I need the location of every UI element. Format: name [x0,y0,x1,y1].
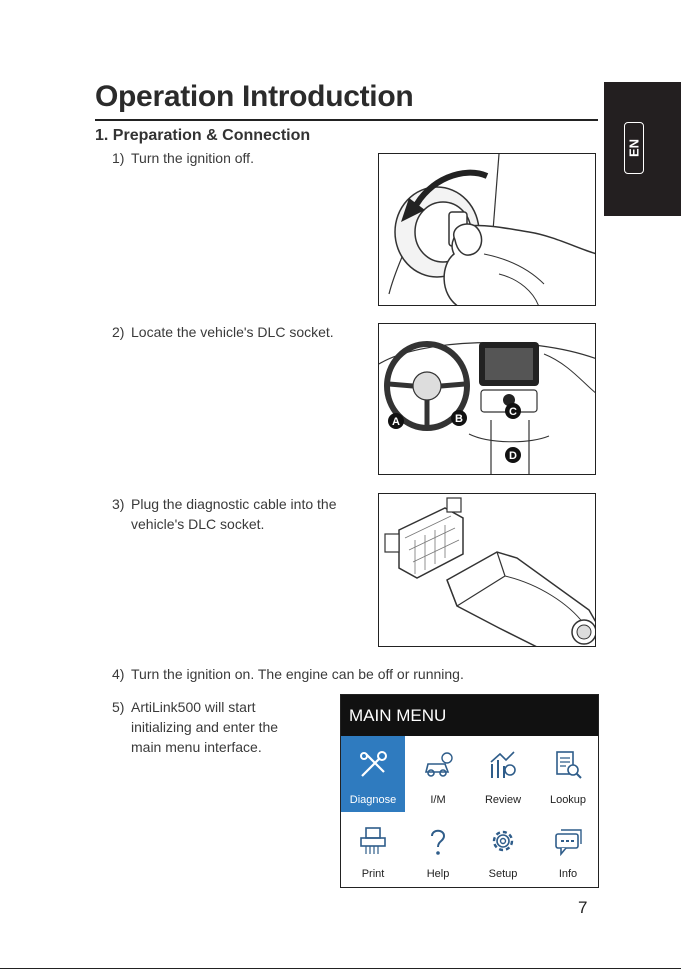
car-emission-icon [423,750,453,780]
menu-label: Diagnose [349,794,397,806]
obd-cable-illustration [378,493,596,647]
menu-item-im[interactable] [406,736,470,812]
dashboard-dlc-illustration [378,323,596,475]
step-number: 2) [112,324,125,340]
menu-label: Info [558,868,578,880]
menu-label: Help [426,868,450,880]
svg-text:D: D [509,450,517,462]
main-menu-screen [340,694,599,888]
step-text: Turn the ignition on. The engine can be off or running. [131,666,464,682]
step-text: Locate the vehicle's DLC socket. [131,324,334,340]
section-heading: 1. Preparation & Connection [95,127,311,144]
wrench-screwdriver-icon [358,750,388,780]
menu-item-diagnose[interactable] [341,736,405,812]
menu-item-help[interactable] [406,812,470,888]
ignition-key-drawing [379,154,596,306]
menu-label: I/M [430,794,446,806]
menu-item-lookup[interactable] [536,736,599,812]
question-mark-icon [423,826,453,856]
marker-a [388,413,404,429]
step-text: Turn the ignition off. [131,150,254,166]
page-title: Operation Introduction [95,80,414,113]
printer-icon [358,826,388,856]
obd-connector-drawing [379,494,596,647]
marker-c [505,403,521,419]
step-number: 1) [112,150,125,166]
menu-item-info[interactable] [536,812,599,888]
bottom-divider [0,968,681,969]
step-4 [112,664,532,684]
menu-item-print[interactable] [341,812,405,888]
svg-text:B: B [455,413,463,425]
menu-item-review[interactable] [471,736,535,812]
marker-d [505,447,521,463]
menu-label: Lookup [549,794,587,806]
menu-label: Review [484,794,522,806]
step-1 [112,148,362,168]
menu-item-setup[interactable] [471,812,535,888]
chart-review-icon [488,750,518,780]
svg-text:C: C [509,406,517,418]
language-badge [624,122,644,174]
step-number: 4) [112,666,125,682]
menu-label: Print [361,868,385,880]
step-number: 3) [112,496,125,512]
language-label: EN [626,138,642,158]
svg-text:A: A [392,416,400,428]
step-3 [112,494,352,534]
marker-b [451,410,467,426]
dashboard-drawing [379,324,596,475]
language-tab [604,82,681,216]
step-5 [112,697,312,757]
menu-label: Setup [488,868,518,880]
main-menu-title: MAIN MENU [341,695,598,736]
gear-icon [488,826,518,856]
document-search-icon [553,750,583,780]
title-divider [95,119,598,121]
step-2 [112,322,372,342]
ignition-key-illustration [378,153,596,306]
chat-info-icon [553,826,583,856]
page-number: 7 [578,898,588,917]
step-text: Plug the diagnostic cable into the vehicle's DLC socket. [131,496,337,532]
step-text: ArtiLink500 will start initializing and enter the main menu interface. [131,699,279,755]
step-number: 5) [112,699,125,715]
